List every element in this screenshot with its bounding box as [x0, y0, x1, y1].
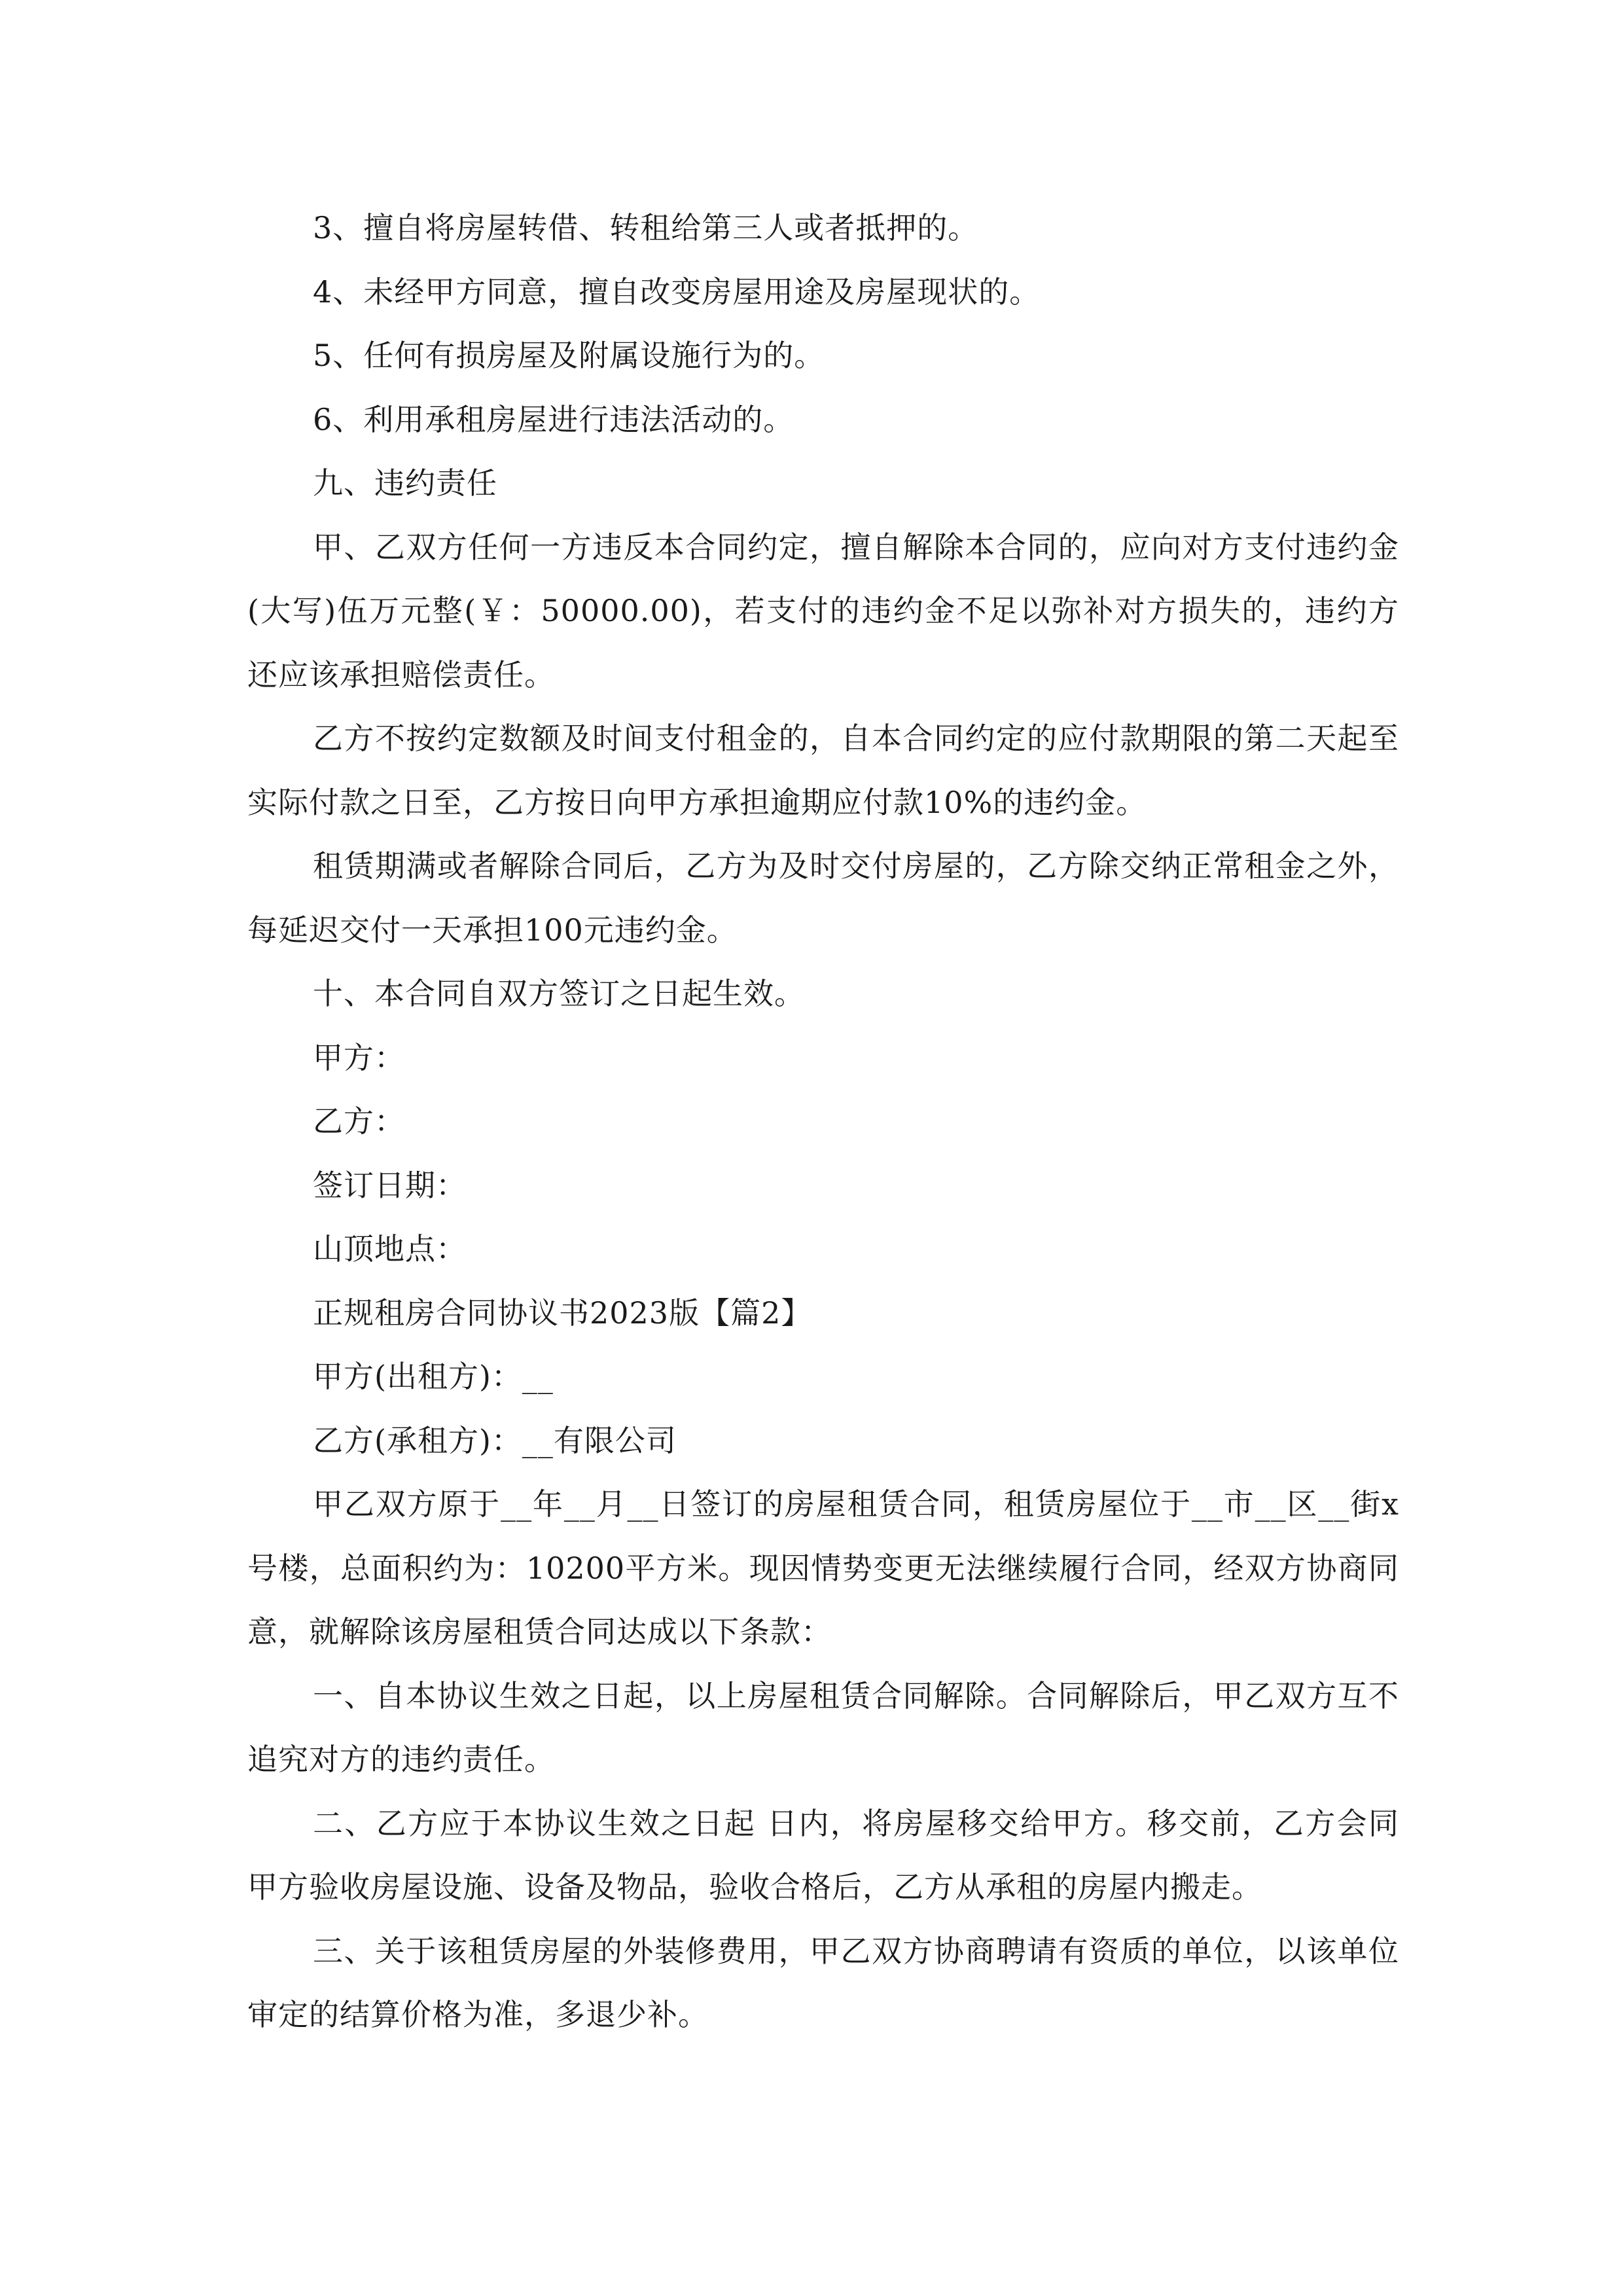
term-one: 一、自本协议生效之日起，以上房屋租赁合同解除。合同解除后，甲乙双方互不追究对方的违约责任。: [247, 1677, 1399, 1777]
signature-party-b: 乙方：: [313, 1103, 405, 1139]
clause-item-6: 6、利用承租房屋进行违法活动的。: [313, 401, 794, 437]
paragraph-background: 甲乙双方原于__年__月__日签订的房屋租赁合同，租赁房屋位于__市__区__街x号楼，总面积约为：10200平方米。现因情势变更无法继续履行合同，经双方协商同意，就解除该房屋租赁合同达成以下条款：: [247, 1486, 1399, 1649]
clause-item-5: 5、任何有损房屋及附属设施行为的。: [313, 338, 825, 373]
party-a-lessor: 甲方(出租方)：__: [313, 1359, 554, 1394]
party-b-lessee: 乙方(承租方)：__有限公司: [313, 1422, 677, 1458]
signature-party-a: 甲方：: [313, 1039, 405, 1075]
section-heading-effective: 十、本合同自双方签订之日起生效。: [313, 976, 805, 1011]
clause-item-3: 3、擅自将房屋转借、转租给第三人或者抵押的。: [313, 210, 979, 245]
signature-location: 山顶地点：: [313, 1231, 467, 1266]
document-body: [247, 196, 1399, 2047]
paragraph-late-rent: 乙方不按约定数额及时间支付租金的，自本合同约定的应付款期限的第二天起至实际付款之日至，乙方按日向甲方承担逾期应付款10%的违约金。: [247, 721, 1399, 820]
paragraph-breach-penalty: 甲、乙双方任何一方违反本合同约定，擅自解除本合同的，应向对方支付违约金(大写)伍万元整(￥：50000.00)，若支付的违约金不足以弥补对方损失的，违约方还应该承担赔偿责任。: [247, 529, 1399, 692]
section-heading-breach: 九、违约责任: [313, 465, 497, 501]
signature-date: 签订日期：: [313, 1167, 467, 1203]
term-two: 二、乙方应于本协议生效之日起 日内，将房屋移交给甲方。移交前，乙方会同甲方验收房屋设施、设备及物品，验收合格后，乙方从承租的房屋内搬走。: [247, 1805, 1399, 1905]
clause-item-4: 4、未经甲方同意，擅自改变房屋用途及房屋现状的。: [313, 274, 1041, 310]
term-three: 三、关于该租赁房屋的外装修费用，甲乙双方协商聘请有资质的单位，以该单位审定的结算价格为准，多退少补。: [247, 1933, 1399, 2032]
paragraph-late-handover: 租赁期满或者解除合同后，乙方为及时交付房屋的，乙方除交纳正常租金之外，每延迟交付一天承担100元违约金。: [247, 848, 1399, 948]
document-subtitle: 正规租房合同协议书2023版【篇2】: [313, 1295, 812, 1331]
